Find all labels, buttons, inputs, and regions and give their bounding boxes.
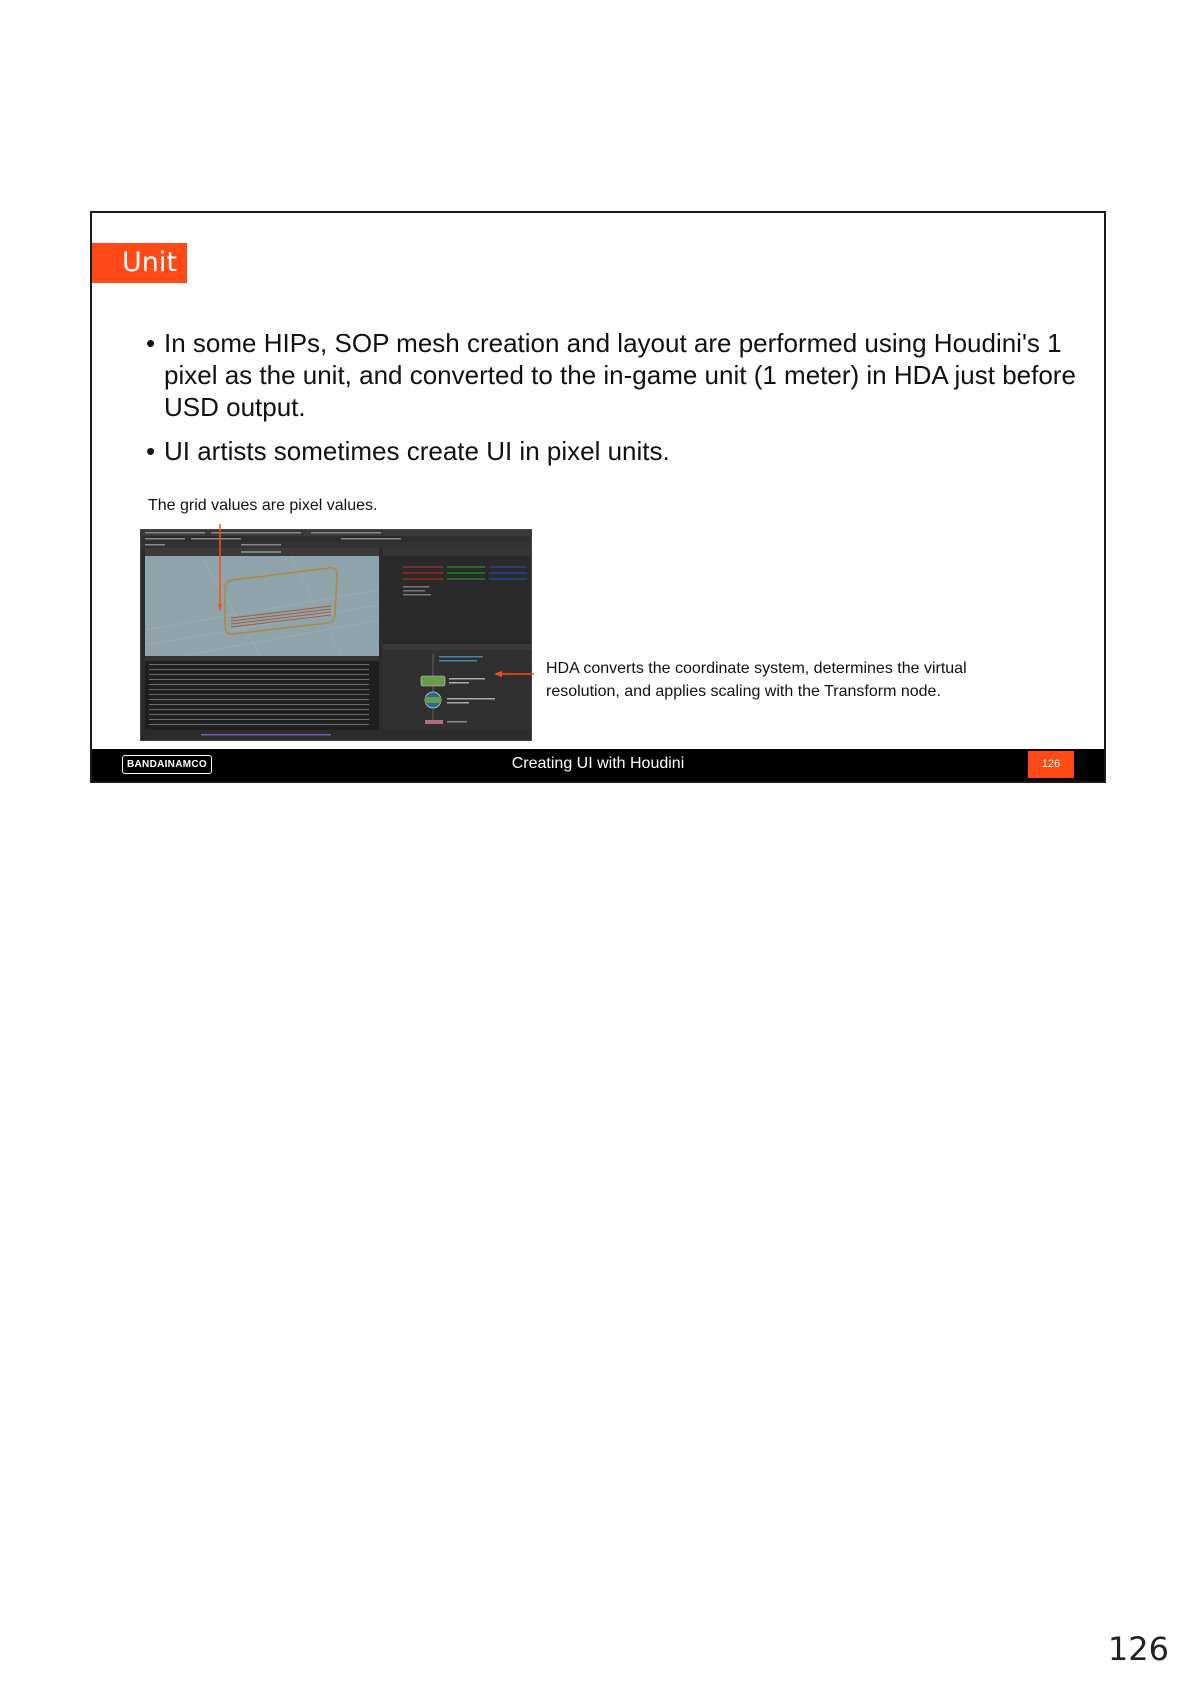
hda-caption: HDA converts the coordinate system, determines the virtual resolution, and applies scaling with the Transform node. (546, 660, 967, 700)
slide-title: Unit (92, 243, 187, 283)
bullet-icon: • (146, 328, 156, 358)
slide (90, 211, 1106, 783)
page-number: 126 (1107, 1630, 1169, 1668)
bullet-text: In some HIPs, SOP mesh creation and layout are performed using Houdini's 1 pixel as the unit, and converted to the in-game unit (1 meter) in HDA just before USD output. (164, 328, 1076, 422)
footer-title: Creating UI with Houdini (511, 755, 685, 772)
arrow-left-icon (494, 668, 534, 680)
bullet-icon: • (146, 436, 156, 466)
arrow-down-icon (218, 524, 222, 612)
bullet-list (146, 327, 1076, 479)
bandainamco-logo: BANDAINAMCO (122, 755, 212, 774)
houdini-screenshot-image (140, 529, 532, 741)
bullet-item (146, 327, 1076, 423)
bullet-text: UI artists sometimes create UI in pixel units. (164, 436, 670, 466)
grid-caption: The grid values are pixel values. (148, 497, 378, 514)
slide-number-badge: 126 (1028, 751, 1074, 778)
bullet-item (146, 435, 1076, 467)
slide-footer (92, 749, 1104, 781)
